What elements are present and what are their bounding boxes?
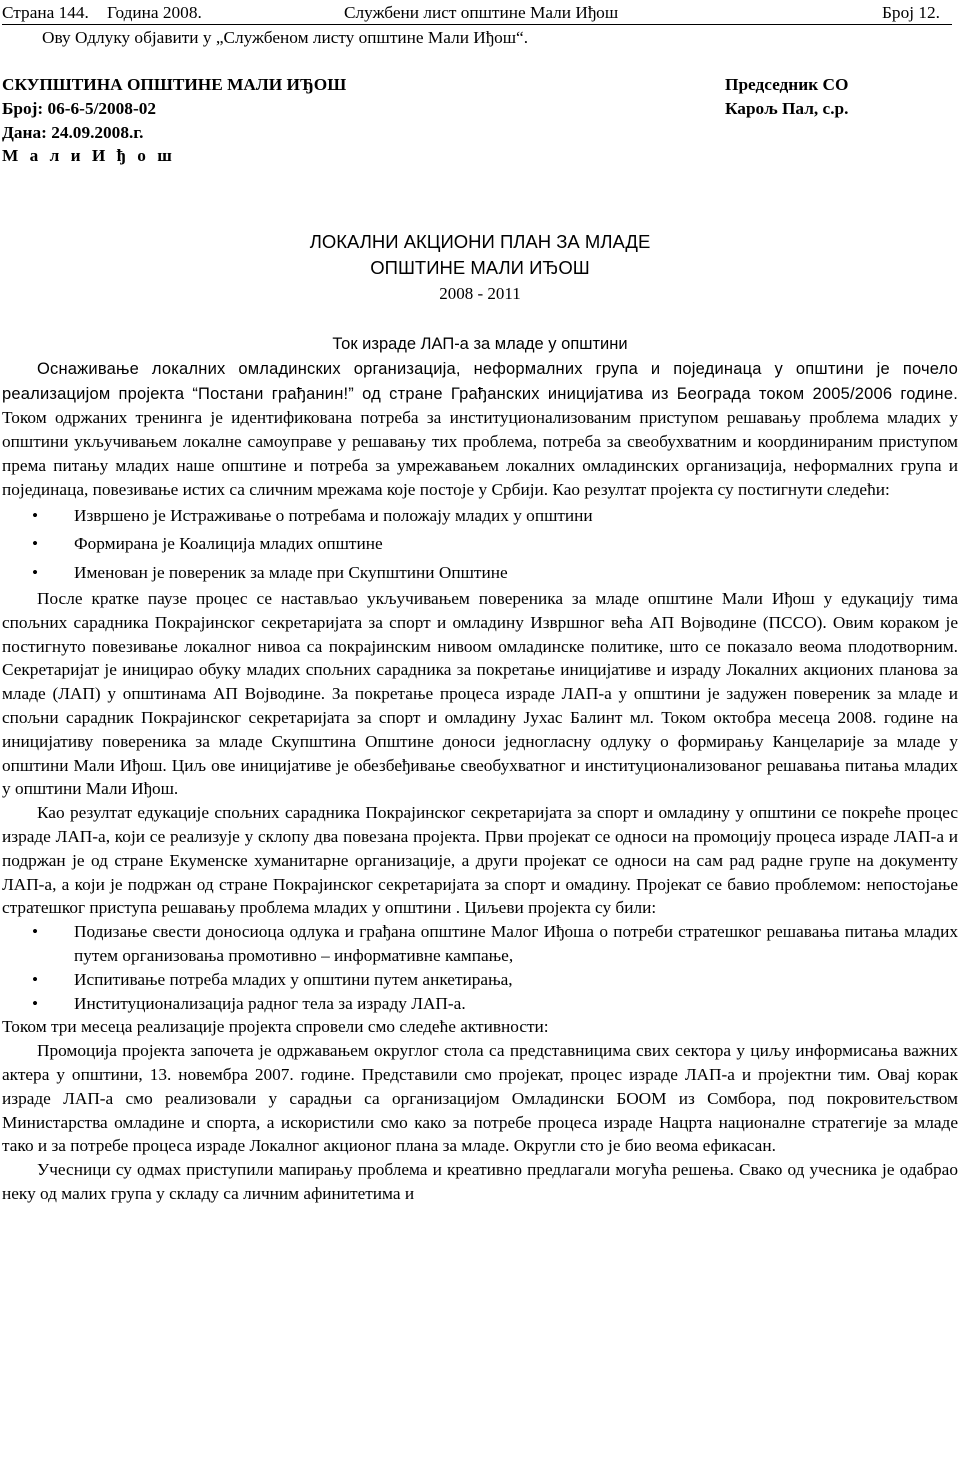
header-year: Година 2008. (107, 3, 202, 22)
signature-left-block (2, 73, 346, 168)
paragraph-intro (2, 357, 958, 502)
list-item: • Испитивање потреба младих у општини путем анкетирања, (2, 968, 958, 992)
paragraph-intro-rest: Током одржаних тренинга је идентификована потреба за институционализованим приступом решавању проблема младих у општини укључивањем локалне самоуправе у решавању тих проблема, потреба за свеобухватним и координираним приступом према питању младих наше општине и потреба за умрежавањем локалних омладинских организација, неформалних група и појединаца, повезивање истих са сличним мрежама које постоје у Србији. Као резултат пројекта су постигнути следећи: (2, 408, 958, 499)
goals-list (2, 920, 958, 1015)
section-heading: Ток израде ЛАП-а за младе у општини (332, 335, 628, 353)
document-place: М а л и И ђ о ш (2, 146, 176, 166)
plan-title-line1: ЛОКАЛНИ АКЦИОНИ ПЛАН ЗА МЛАДЕ (309, 231, 651, 252)
assembly-name: СКУПШТИНА ОПШТИНЕ МАЛИ ИЂОШ (2, 75, 347, 94)
list-item: • Подизање свести доносиоца одлука и грађана општине Малог Иђоша о потреби стратешког решавања питања младих путем организовања промотивно – информативне кампање, (2, 920, 958, 968)
document-body (2, 333, 958, 1206)
paragraph-intro-sans: Оснаживање локалних омладинских организација, неформалних група и појединаца у општини је почело реализацијом пројекта “Постани грађанин!” од стране Грађанских иницијатива из Београда током 2005/2006 године. (2, 359, 958, 403)
paragraph-activities-intro: Током три месеца реализације пројекта спровели смо следеће активности: (2, 1017, 549, 1037)
publication-note: Ову Одлуку објавити у „Службеном листу општине Мали Иђош“. (42, 28, 529, 47)
plan-title-line2: ОПШТИНЕ МАЛИ ИЂОШ (370, 257, 590, 278)
page-header (2, 0, 952, 25)
president-title: Председник СО (725, 75, 849, 94)
signature-right-block (725, 73, 848, 121)
header-page-number: Страна 144. (2, 3, 89, 22)
document-date: Дана: 24.09.2008.г. (2, 122, 144, 142)
paragraph-promotion: Промоција пројекта започета је одржавањем округлог стола са представницима свих сектора у циљу информисања важних актера у општини, 13. новембра 2007. године. Представили смо пројекат, процес израде ЛАП-а и пројектни тим. Овај корак израде ЛАП-а смо реализовали у сарадњи са организацијом Омладински БООМ из Сомбора, под покровитељством Министарства омладине и спорта, а искористили смо како за потребе процеса израде Нацрта националне стратегије за младе тако и за потребе процеса израде Локалног акционог плана за младе. Округли сто је био веома ефикасан. (2, 1041, 958, 1156)
paragraph-education: Као резултат едукације спољних сарадника Покрајинског секретаријата за спорт и омладину у општини се покреће процес израде ЛАП-а, који се реализује у склопу два повезана пројекта. Први пројекат се односи на промоцију процеса израде ЛАП-а и подржан је од стране Екуменске хуманитарне организације, а други пројекат се односи на сам рад радне групе на документу ЛАП-а, а који је подржан од стране Покрајинског секретаријата за спорт и омадину. Пројекат се бавио проблемом: непостојање стратешког приступа решавању проблема младих у општини . Циљеви пројекта су били: (2, 803, 958, 918)
paragraph-participants: Учесници су одмах приступили мапирању проблема и креативно предлагали могућа решења. Свако од учесника је одабрао неку од малих група у складу са личним афинитетима и (2, 1160, 958, 1203)
list-item: • Извршено је Истраживање о потребама и положају младих у општини (2, 502, 958, 531)
document-number: Број: 06-6-5/2008-02 (2, 98, 156, 118)
paragraph-process: После кратке паузе процес се настављао укључивањем повереника за младе општине Мали Иђош у едукацију тима спољних сарадника Покрајинског секретаријата за спорт и омладину Извршног већа АП Војводине (ПССО). Овим кораком је постигнуто повезивање локалног нивоа са покрајинским нивоом омладинске политике, што се показало веома плодотворним. Секретаријат је иницирао обуку младих спољних сарадника за покретање иницијативе и израду Локалних акционих планова за младе (ЛАП) у општинама АП Војводине. За покретање процеса израде ЛАП-а у општини је задужен повереник за младе и спољни сарадник Покрајинског секретаријата за спорт и омладину Јухас Балинт мл. Током октобра месеца 2008. године на иницијативу повереника за младе Скупштина Општине доноси једногласну одлуку о формирању Канцеларије за младе у општини Мали Иђош. Циљ ове иницијативе је обезбеђивање свеобухватног и институционализованог решавања питања младих у општини Мали Иђош. (2, 589, 958, 799)
header-publication-title: Службени лист општине Мали Иђош (344, 3, 619, 22)
list-item: • Формирана је Коалиција младих општине (2, 530, 958, 559)
plan-years: 2008 - 2011 (439, 284, 521, 303)
results-list (2, 502, 958, 588)
list-item: • Институционализација радног тела за израду ЛАП-а. (2, 992, 958, 1016)
header-issue-number: Број 12. (882, 3, 940, 22)
list-item: • Именован је повереник за младе при Скупштини Општине (2, 559, 958, 588)
president-name: Карољ Пал, с.р. (725, 98, 849, 118)
